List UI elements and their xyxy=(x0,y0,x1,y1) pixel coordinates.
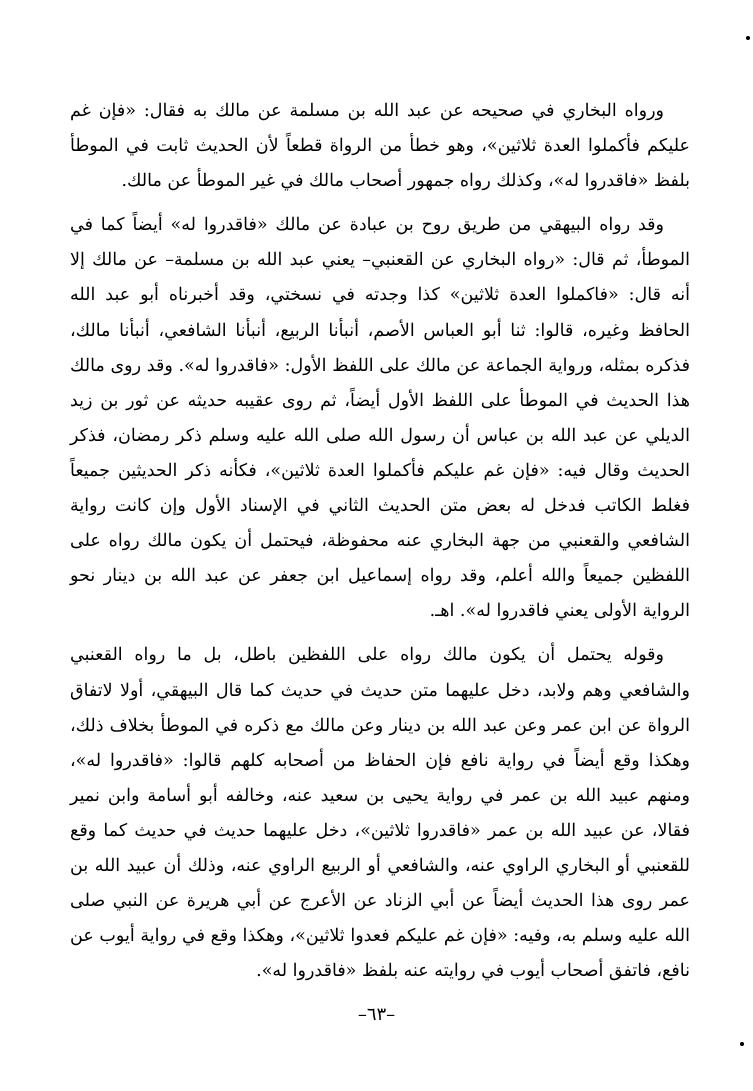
margin-dot-mark xyxy=(740,1042,744,1046)
page-number: –٦٣– xyxy=(357,1004,396,1025)
paragraph-1: ورواه البخاري في صحيحه عن عبد الله بن مسلمة عن مالك به فقال: «فإن غم عليكم فأكملوا العدة ثلاثين»، وهو خطأ من الرواة قطعاً لأن الحديث ثابت في الموطأ بلفظ «فاقدروا له»، وكذلك رواه جمهور أصحاب مالك في غير الموطأ عن مالك. xyxy=(70,101,690,192)
paragraph-3: وقوله يحتمل أن يكون مالك رواه على اللفظين باطل، بل ما رواه القعنبي والشافعي وهم ولابد، دخل عليهما متن حديث في حديث كما قال البيهقي، أولا لاتفاق الرواة عن ابن عمر وعن عبد الله بن دينار وعن مالك مع ذكره في الموطأ بخلاف ذلك، وهكذا وقع أيضاً في رواية نافع فإن الحفاظ من أصحابه كلهم قالوا: «فاقدروا له»، ومنهم عبيد الله بن عمر في رواية يحيى بن سعيد عنه، وخالفه أبو أسامة وابن نمير فقالا، عن عبيد الله بن عمر «فاقدروا ثلاثين»، دخل عليهما حديث في حديث كما وقع للقعنبي أو البخاري الراوي عنه، والشافعي أو الربيع الراوي عنه، وذلك أن عبيد الله بن عمر روى هذا الحديث أيضاً عن أبي الزناد عن الأعرج عن أبي هريرة عن النبي صلى الله عليه وسلم به، وفيه: «فإن غم عليكم فعدوا ثلاثين»، وهكذا وقع في رواية أيوب عن نافع، فاتفق أصحاب أيوب في روايته عنه بلفظ «فاقدروا له». xyxy=(70,645,690,982)
paragraph-2: وقد رواه البيهقي من طريق روح بن عبادة عن مالك «فاقدروا له» أيضاً كما في الموطأ، ثم قال: «رواه البخاري عن القعنبي– يعني عبد الله بن مسلمة– عن مالك إلا أنه قال: «فاكملوا العدة ثلاثين» كذا وجدته في نسختي، وقد أخبرناه أبو عبد الله الحافظ وغيره، قالوا: ثنا أبو العباس الأصم، أنبأنا الربيع، أنبأنا الشافعي، أنبأنا مالك، فذكره بمثله، ورواية الجماعة عن مالك على اللفظ الأول: «فاقدروا له». وقد روى مالك هذا الحديث في الموطأ على اللفظ الأول أيضاً، ثم روى عقيبه حديثه عن ثور بن زيد الديلي عن عبد الله بن عباس أن رسول الله صلى الله عليه وسلم ذكر رمضان، فذكر الحديث وقال فيه: «فإن غم عليكم فأكملوا العدة ثلاثين»، فكأنه ذكر الحديثين جميعاً فغلط الكاتب فدخل له بعض متن الحديث الثاني في الإسناد الأول وإن كانت رواية الشافعي والقعنبي من جهة البخاري عنه محفوظة، فيحتمل أن يكون مالك رواه على اللفظين جميعاً والله أعلم، وقد رواه إسماعيل ابن جعفر عن عبد الله بن دينار نحو الرواية الأولى يعني فاقدروا له». اهـ. xyxy=(70,215,690,622)
page-body xyxy=(70,94,690,989)
margin-dot-mark xyxy=(746,36,750,40)
